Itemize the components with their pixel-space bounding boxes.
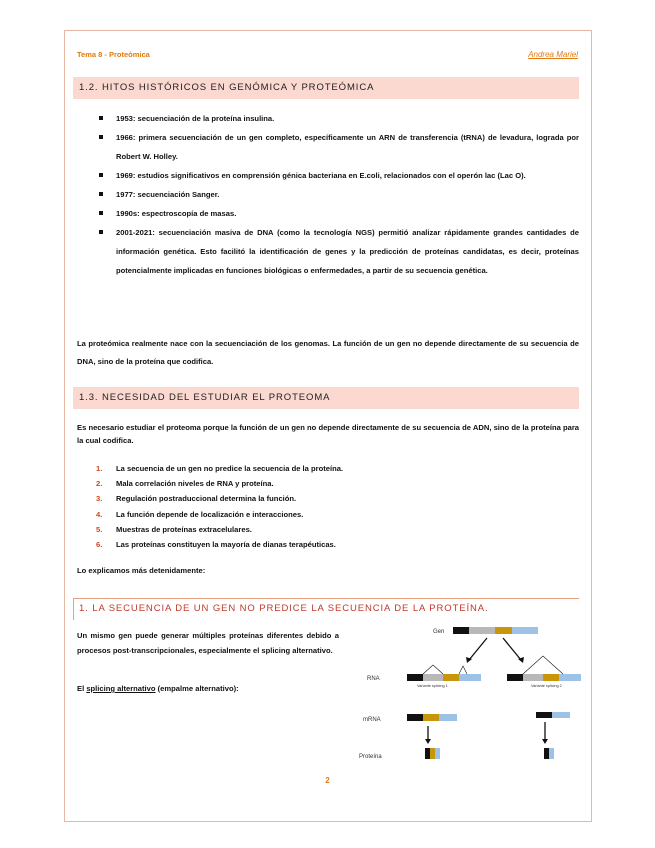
- splice-line-left: [423, 665, 443, 674]
- mrna-right-exon1: [536, 712, 552, 718]
- variant-left-label: Variante splicing 1: [417, 684, 448, 688]
- mrna-left-exon2: [423, 714, 439, 721]
- mrna-left-exon1: [407, 714, 423, 721]
- proteomics-paragraph: La proteómica realmente nace con la secuenciación de los genomas. La función de un gen no depende directamente de su secuencia de DNA, sino de la proteína que codifica.: [77, 339, 579, 366]
- gen-exon3: [512, 627, 538, 634]
- splicing-paragraph: Un mismo gen puede generar múltiples proteínas diferentes debido a procesos post-transcripcionales, especialmente el splicing alternativo.: [77, 631, 339, 655]
- section-title-necesidad: 1.3. NECESIDAD DEL ESTUDIAR EL PROTEOMA: [73, 387, 579, 409]
- page-number: 2: [325, 776, 330, 785]
- label-rna: RNA: [367, 676, 380, 682]
- label-proteina: Proteína: [359, 754, 382, 760]
- protein-left-part3: [435, 748, 440, 759]
- splicing-term: splicing alternativo: [86, 684, 156, 693]
- mrna-left-exon3: [439, 714, 457, 721]
- header-topic: Tema 8 - Proteómica: [77, 50, 150, 59]
- list-item: 1. La secuencia de un gen no predice la secuencia de la proteína.: [96, 464, 344, 473]
- milestones-list: [96, 109, 579, 280]
- list-item: 1977: secuenciación Sanger.: [96, 185, 579, 204]
- arrowhead: [425, 739, 431, 744]
- list-item: 4. La función depende de localización e interacciones.: [96, 509, 304, 519]
- label-gen: Gen: [433, 629, 445, 635]
- gen-exon1: [453, 627, 469, 634]
- protein-right-part1: [544, 748, 549, 759]
- list-item: 2. Mala correlación niveles de RNA y proteína.: [96, 479, 274, 489]
- header-author: Andrea Mariel: [528, 50, 578, 59]
- splicing-diagram: [355, 618, 595, 768]
- gen-exon2: [495, 627, 512, 634]
- rna-left-exon2: [443, 674, 459, 681]
- section-title-hitos: 1.2. HITOS HISTÓRICOS EN GENÓMICA Y PROTEÓMICA: [73, 77, 579, 99]
- reasons-list: [96, 461, 566, 552]
- list-item: 1969: estudios significativos en comprensión génica bacteriana en E.coli, relacionados con el operón lac (Lac O).: [96, 166, 579, 185]
- rna-right-exon3: [559, 674, 581, 681]
- list-item: 3. Regulación postraduccional determina la función.: [96, 494, 297, 504]
- protein-left-part1: [425, 748, 430, 759]
- closing-text: Lo explicamos más detenidamente:: [77, 566, 206, 575]
- protein-right-part3: [549, 748, 554, 759]
- proteome-paragraph: Es necesario estudiar el proteoma porque la función de un gen no depende directamente de su secuencia de ADN, sino de la proteína para la cual codifica.: [77, 423, 579, 445]
- splice-line-right: [523, 656, 563, 674]
- list-item: 1953: secuenciación de la proteína insulina.: [96, 109, 579, 128]
- section-title-secuencia: 1. LA SECUENCIA DE UN GEN NO PREDICE LA SECUENCIA DE LA PROTEÍNA.: [73, 598, 579, 620]
- list-item: 2001-2021: secuenciación masiva de DNA (como la tecnología NGS) permitió analizar rápidamente grandes cantidades de información genética. Esto facilitó la identificación de genes y la predicción de proteínas candidatas, es decir, proteínas potencialmente implicadas en funciones biológicas o enfermedades, a partir de su secuencia genética.: [96, 223, 579, 280]
- list-item: 1966: primera secuenciación de un gen completo, específicamente un ARN de transferencia (tRNA) de levadura, lograda por Robert W. Holley.: [96, 128, 579, 166]
- splicing-label: El splicing alternativo (empalme alternativo):: [77, 684, 239, 693]
- rna-left-intron1: [423, 674, 443, 681]
- splice-line-left: [459, 666, 467, 674]
- list-item: 6. Las proteínas constituyen la mayoría de dianas terapéuticas.: [96, 540, 336, 550]
- arrow-gen-rna-right: [503, 638, 521, 660]
- gen-intron1: [469, 627, 495, 634]
- list-item: 1990s: espectroscopía de masas.: [96, 204, 579, 223]
- rna-left-exon1: [407, 674, 423, 681]
- rna-right-exon2: [543, 674, 559, 681]
- arrow-gen-rna-left: [469, 638, 487, 660]
- protein-left-part2: [430, 748, 435, 759]
- rna-right-exon1: [507, 674, 523, 681]
- mrna-right-exon3: [552, 712, 570, 718]
- list-item: 5. Muestras de proteínas extracelulares.: [96, 524, 252, 534]
- label-mrna: mRNA: [363, 717, 381, 723]
- arrowhead: [542, 739, 548, 744]
- rna-right-intron1: [523, 674, 543, 681]
- variant-right-label: Variante splicing 2: [531, 684, 562, 688]
- rna-left-exon3: [459, 674, 481, 681]
